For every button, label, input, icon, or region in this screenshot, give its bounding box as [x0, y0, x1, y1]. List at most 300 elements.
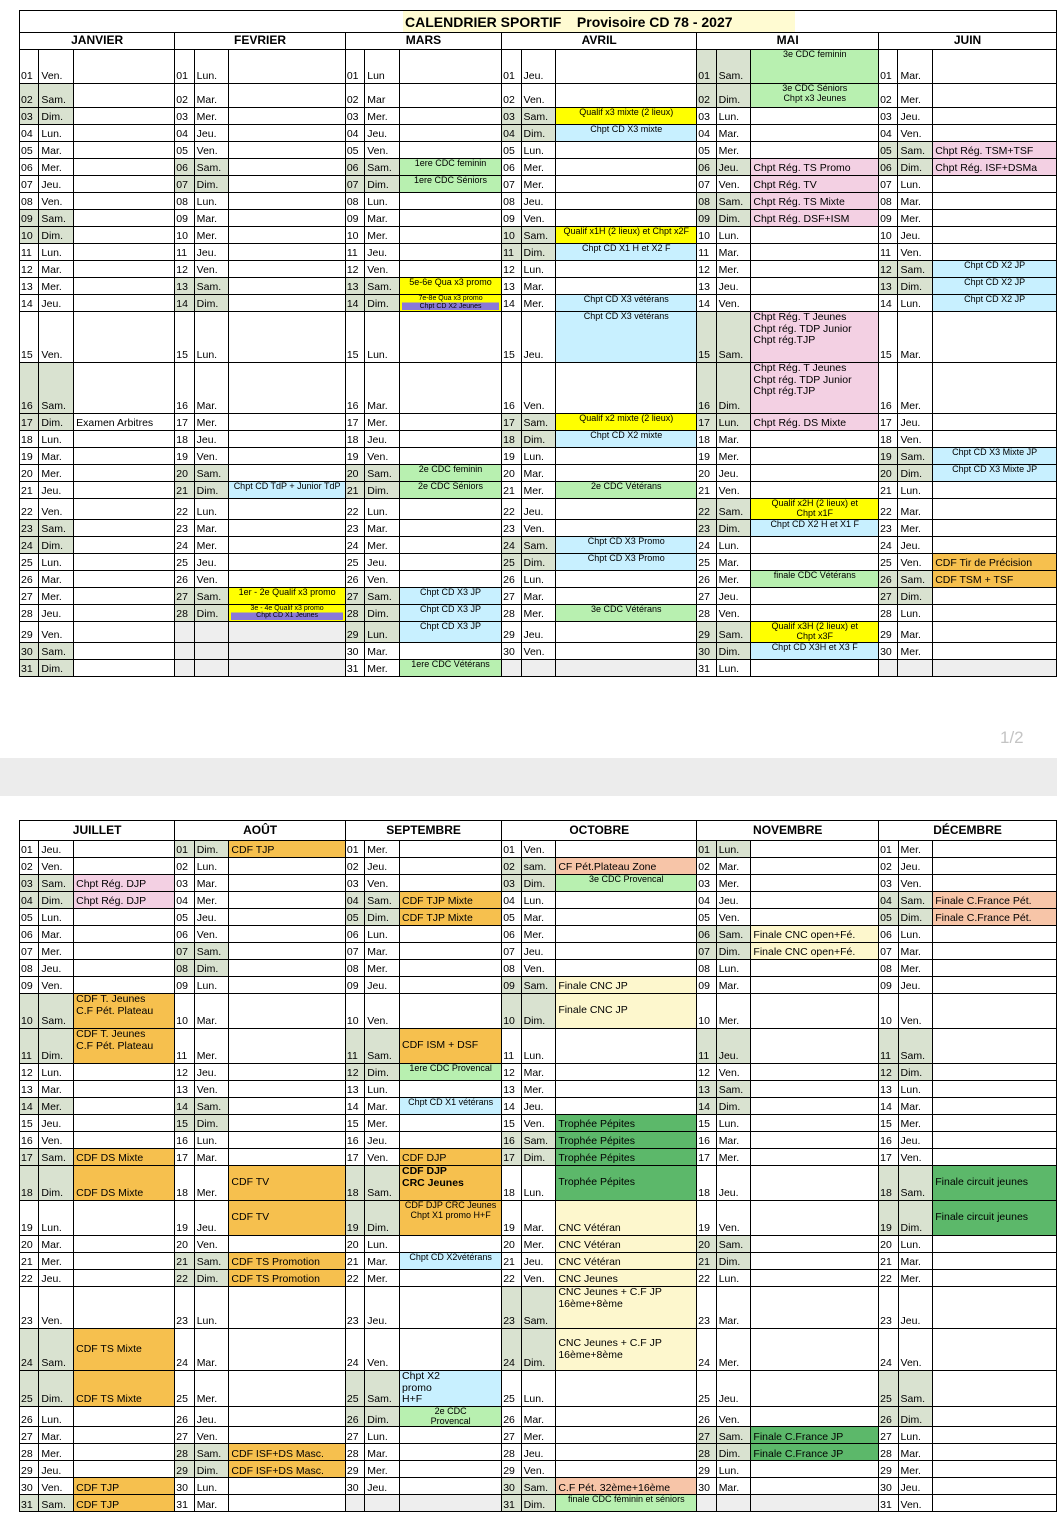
weekday-name: Mar.	[39, 1236, 74, 1253]
weekday-name: Jeu.	[716, 1029, 751, 1064]
weekday-name: Mer.	[521, 1081, 556, 1098]
event-cell	[74, 431, 175, 448]
weekday-name: Jeu.	[898, 536, 933, 553]
event-text: Chpt CD X3 vétérans	[583, 312, 669, 321]
event-cell	[74, 519, 175, 536]
event-cell	[74, 363, 175, 414]
day-number: 01	[697, 50, 716, 84]
event-cell	[556, 642, 697, 659]
day-row	[20, 1406, 1057, 1427]
weekday-name: Dim.	[898, 909, 933, 926]
day-number: 19	[345, 1201, 364, 1236]
weekday-name	[365, 1495, 400, 1512]
day-row	[20, 1478, 1057, 1495]
weekday-name: Jeu.	[716, 1166, 751, 1201]
event-cell	[74, 125, 175, 142]
weekday-name: Dim.	[39, 659, 74, 676]
event-cell	[933, 570, 1057, 587]
event-cell	[74, 1132, 175, 1149]
day-number: 14	[697, 1098, 716, 1115]
weekday-name: Mer.	[716, 875, 751, 892]
event-cell	[933, 84, 1057, 108]
event-cell	[400, 1149, 502, 1166]
weekday-name: Mer.	[521, 482, 556, 499]
event-cell	[399, 431, 501, 448]
event-cell	[556, 1406, 697, 1427]
day-row	[20, 1427, 1057, 1444]
day-number: 16	[345, 363, 364, 414]
month-header: JUILLET	[20, 821, 175, 841]
day-number: 26	[879, 570, 898, 587]
event-cell	[74, 994, 175, 1029]
day-number: 09	[879, 210, 898, 227]
day-number: 27	[345, 1427, 364, 1444]
day-number: 22	[175, 1270, 194, 1287]
day-number: 07	[879, 176, 898, 193]
day-number: 30	[697, 642, 716, 659]
day-row	[20, 50, 1057, 84]
day-number: 28	[175, 1444, 194, 1461]
day-number: 26	[502, 570, 521, 587]
day-number: 12	[345, 1064, 364, 1081]
event-cell	[399, 621, 501, 642]
day-row	[20, 875, 1057, 892]
day-number: 11	[175, 1029, 194, 1064]
weekday-name: Mer.	[521, 295, 556, 312]
weekday-name: Sam.	[365, 1371, 400, 1407]
weekday-name: Lun.	[39, 1406, 74, 1427]
weekday-name: Mer.	[194, 1166, 229, 1201]
day-number: 17	[697, 1149, 716, 1166]
event-cell	[399, 465, 501, 482]
event-text: CNC Vétéran	[558, 1257, 621, 1269]
event-text: Chpt X2 promo H+F	[402, 1371, 440, 1406]
day-row	[20, 926, 1057, 943]
weekday-name: Sam.	[365, 1029, 400, 1064]
event-text: Chpt CD X2 JP	[964, 261, 1026, 270]
day-number: 09	[502, 977, 521, 994]
event-cell	[229, 1427, 345, 1444]
weekday-name: Sam.	[898, 1029, 933, 1064]
event-text: CDF TSM + TSF	[935, 575, 1014, 587]
day-number: 07	[502, 176, 521, 193]
event-cell	[74, 176, 175, 193]
day-number: 25	[175, 553, 194, 570]
weekday-name: Ven.	[521, 210, 556, 227]
weekday-name: Jeu.	[521, 1444, 556, 1461]
event-cell	[74, 414, 175, 431]
day-number: 06	[20, 926, 39, 943]
event-cell	[229, 125, 345, 142]
event-cell	[751, 977, 879, 994]
day-number: 20	[879, 465, 898, 482]
weekday-name: Sam.	[521, 1287, 556, 1329]
event-cell	[74, 604, 175, 621]
event-cell	[556, 1371, 697, 1407]
weekday-name: Mer.	[521, 1236, 556, 1253]
event-text: 1ere CDC Vétérans	[411, 659, 490, 669]
event-cell	[556, 1329, 697, 1371]
weekday-name: Lun.	[39, 244, 74, 261]
day-number: 08	[175, 960, 194, 977]
weekday-name: Dim.	[521, 875, 556, 892]
day-number: 17	[175, 1149, 194, 1166]
weekday-name: Sam.	[716, 1427, 751, 1444]
day-number: 12	[879, 1064, 898, 1081]
weekday-name: Mer.	[365, 1270, 400, 1287]
day-number: 10	[175, 994, 194, 1029]
event-text: Chpt CD X3 Promo	[587, 553, 665, 563]
weekday-name: Mar.	[898, 312, 933, 363]
day-row	[20, 536, 1057, 553]
weekday-name: Ven.	[365, 1329, 400, 1371]
event-cell	[229, 994, 345, 1029]
event-text: CDF TV	[231, 1212, 270, 1224]
event-cell	[751, 875, 879, 892]
event-text: 1er - 2e Qualif x3 promo	[238, 587, 336, 597]
weekday-name: Sam.	[521, 108, 556, 125]
weekday-name: Ven.	[521, 841, 556, 858]
event-cell	[229, 244, 345, 261]
day-row	[20, 621, 1057, 642]
weekday-name: Mer.	[365, 1115, 400, 1132]
event-cell	[399, 536, 501, 553]
weekday-name: Mer.	[898, 1270, 933, 1287]
month-header: MARS	[345, 33, 501, 50]
day-number: 04	[697, 125, 716, 142]
event-cell	[933, 1098, 1057, 1115]
event-cell	[751, 1132, 879, 1149]
event-cell	[229, 1149, 345, 1166]
calendar-page-2	[19, 820, 1057, 1517]
day-number: 15	[20, 312, 39, 363]
month-header: JANVIER	[20, 33, 175, 50]
event-cell	[229, 604, 345, 621]
weekday-name: Lun.	[716, 960, 751, 977]
weekday-name: Ven.	[39, 312, 74, 363]
weekday-name: Mer.	[39, 1444, 74, 1461]
weekday-name: Lun.	[716, 1115, 751, 1132]
day-number: 08	[502, 960, 521, 977]
weekday-name: Jeu.	[365, 858, 400, 875]
event-cell	[751, 50, 879, 84]
event-cell	[399, 193, 501, 210]
event-cell	[400, 1406, 502, 1427]
day-number: 11	[879, 1029, 898, 1064]
day-number: 01	[175, 50, 194, 84]
weekday-name: Dim.	[365, 482, 400, 499]
event-cell	[229, 363, 345, 414]
event-text: CDF DJP CRC Jeunes Chpt X1 promo H+F	[404, 1201, 497, 1220]
weekday-name: Sam.	[39, 519, 74, 536]
event-cell	[74, 875, 175, 892]
event-text: 1ere CDC Séniors	[414, 176, 488, 185]
event-cell	[229, 1406, 345, 1427]
event-text: CDF ISM + DSF	[402, 1040, 479, 1052]
day-number: 25	[20, 1371, 39, 1407]
weekday-name: Jeu.	[39, 1270, 74, 1287]
event-cell	[400, 841, 502, 858]
event-cell	[399, 553, 501, 570]
day-number: 26	[20, 570, 39, 587]
event-cell	[933, 1478, 1057, 1495]
day-number: 23	[20, 1287, 39, 1329]
weekday-name: Lun.	[194, 977, 229, 994]
day-number: 16	[502, 1132, 521, 1149]
event-text: Chpt CD X3 mixte	[590, 125, 663, 134]
weekday-name: Ven.	[716, 1201, 751, 1236]
day-number: 05	[502, 909, 521, 926]
event-cell	[933, 261, 1057, 278]
day-number: 08	[879, 960, 898, 977]
day-number: 12	[20, 1064, 39, 1081]
event-cell	[933, 1166, 1057, 1201]
weekday-name: Mar.	[39, 1427, 74, 1444]
event-cell	[556, 84, 697, 108]
weekday-name: Jeu.	[898, 858, 933, 875]
month-header: FEVRIER	[175, 33, 346, 50]
event-cell	[933, 519, 1057, 536]
event-cell	[74, 1064, 175, 1081]
event-cell	[74, 1495, 175, 1512]
day-row	[20, 295, 1057, 312]
day-number: 24	[879, 1329, 898, 1371]
day-number: 17	[345, 414, 364, 431]
day-number: 27	[175, 1427, 194, 1444]
event-cell	[556, 1495, 697, 1512]
event-cell	[74, 227, 175, 244]
day-row	[20, 841, 1057, 858]
day-number: 25	[697, 1371, 716, 1407]
event-cell	[556, 1444, 697, 1461]
event-text: Chpt CD X1 vétérans	[408, 1098, 494, 1107]
event-text: Chpt CD X3H et X3 F	[771, 642, 858, 652]
day-row	[20, 414, 1057, 431]
day-number: 25	[345, 553, 364, 570]
event-cell	[229, 1081, 345, 1098]
day-number: 21	[697, 1253, 716, 1270]
event-cell	[933, 499, 1057, 520]
day-number: 10	[879, 994, 898, 1029]
weekday-name: Mer.	[898, 960, 933, 977]
event-cell	[556, 1427, 697, 1444]
day-number: 21	[697, 482, 716, 499]
weekday-name: Mer.	[39, 1253, 74, 1270]
day-number: 31	[20, 1495, 39, 1512]
event-cell	[74, 244, 175, 261]
weekday-name: Mer.	[194, 1371, 229, 1407]
event-cell	[933, 1253, 1057, 1270]
day-number: 13	[20, 278, 39, 295]
event-cell	[400, 1064, 502, 1081]
weekday-name: Lun.	[898, 176, 933, 193]
event-cell	[933, 1406, 1057, 1427]
day-number: 05	[345, 142, 364, 159]
event-text: Chpt CD X2 H et X1 F	[770, 519, 859, 529]
day-number: 22	[20, 499, 39, 520]
weekday-name: Dim.	[39, 414, 74, 431]
weekday-name: Jeu.	[521, 312, 556, 363]
weekday-name: Ven.	[194, 1427, 229, 1444]
weekday-name: Dim.	[194, 1270, 229, 1287]
day-number: 17	[502, 1149, 521, 1166]
event-cell	[74, 210, 175, 227]
weekday-name: Ven.	[365, 994, 400, 1029]
day-number: 15	[502, 1115, 521, 1132]
day-number: 06	[175, 926, 194, 943]
weekday-name: Mar.	[39, 142, 74, 159]
day-number: 26	[20, 1406, 39, 1427]
event-text: CDF TS Promotion	[231, 1274, 320, 1286]
day-number: 05	[20, 142, 39, 159]
weekday-name: Jeu.	[898, 227, 933, 244]
weekday-name: Lun.	[194, 1478, 229, 1495]
weekday-name: Lun.	[365, 621, 400, 642]
event-cell	[229, 977, 345, 994]
weekday-name: Lun.	[39, 553, 74, 570]
weekday-name: Jeu.	[194, 125, 229, 142]
weekday-name: Ven.	[898, 553, 933, 570]
weekday-name: Mar.	[716, 977, 751, 994]
event-text: CDF ISF+DS Masc.	[231, 1448, 324, 1460]
event-cell	[400, 1495, 502, 1512]
day-number: 30	[502, 642, 521, 659]
weekday-name: Mer.	[365, 659, 400, 676]
day-number: 29	[879, 621, 898, 642]
event-cell	[74, 1081, 175, 1098]
weekday-name: Jeu.	[716, 465, 751, 482]
day-number: 16	[697, 363, 716, 414]
event-cell	[400, 1253, 502, 1270]
event-cell	[229, 1115, 345, 1132]
day-number: 28	[502, 1444, 521, 1461]
day-number: 08	[20, 960, 39, 977]
page-separator	[0, 758, 1057, 796]
event-cell	[556, 1461, 697, 1478]
day-number: 20	[345, 465, 364, 482]
day-number: 29	[20, 1461, 39, 1478]
day-number: 05	[20, 909, 39, 926]
day-number: 21	[175, 1253, 194, 1270]
day-number: 30	[879, 1478, 898, 1495]
weekday-name: Mer.	[194, 227, 229, 244]
weekday-name: Dim.	[716, 363, 751, 414]
day-number: 11	[502, 244, 521, 261]
event-cell	[751, 994, 879, 1029]
event-text: Chpt CD X3 vétérans	[583, 295, 669, 304]
event-cell	[229, 1132, 345, 1149]
event-cell	[74, 278, 175, 295]
day-number: 01	[879, 841, 898, 858]
month-header: MAI	[697, 33, 879, 50]
event-cell	[399, 295, 501, 312]
event-cell	[556, 295, 697, 312]
weekday-name: Ven.	[194, 926, 229, 943]
event-cell	[74, 1270, 175, 1287]
weekday-name: Mar.	[39, 1081, 74, 1098]
weekday-name: Lun.	[898, 1236, 933, 1253]
day-number: 03	[502, 108, 521, 125]
weekday-name: Sam.	[39, 84, 74, 108]
weekday-name: Lun.	[194, 312, 229, 363]
day-number: 12	[697, 1064, 716, 1081]
day-number: 20	[697, 465, 716, 482]
day-number: 03	[697, 108, 716, 125]
day-number: 07	[697, 176, 716, 193]
event-cell	[399, 159, 501, 176]
day-row	[20, 1329, 1057, 1371]
event-cell	[556, 553, 697, 570]
event-cell	[751, 125, 879, 142]
event-cell	[74, 108, 175, 125]
day-number: 04	[20, 892, 39, 909]
day-number: 13	[345, 1081, 364, 1098]
event-cell	[229, 414, 345, 431]
weekday-name: Mer.	[194, 536, 229, 553]
event-cell	[229, 210, 345, 227]
weekday-name: Dim.	[898, 1064, 933, 1081]
event-cell	[751, 176, 879, 193]
day-row	[20, 108, 1057, 125]
event-cell	[933, 295, 1057, 312]
event-cell	[556, 431, 697, 448]
event-cell	[74, 1115, 175, 1132]
day-number: 04	[879, 125, 898, 142]
day-number: 25	[20, 553, 39, 570]
weekday-name: Jeu.	[365, 1132, 400, 1149]
day-row	[20, 1115, 1057, 1132]
event-text: Trophée Pépites	[558, 1153, 635, 1165]
event-cell	[74, 193, 175, 210]
event-cell	[933, 621, 1057, 642]
event-cell	[399, 499, 501, 520]
event-cell	[556, 519, 697, 536]
day-number: 24	[697, 1329, 716, 1371]
event-cell	[556, 570, 697, 587]
calendar-title-bar	[19, 10, 1057, 32]
event-cell	[751, 210, 879, 227]
event-cell	[229, 892, 345, 909]
day-number: 25	[345, 1371, 364, 1407]
day-number: 29	[697, 1461, 716, 1478]
weekday-name: Mar.	[716, 858, 751, 875]
event-cell	[933, 414, 1057, 431]
day-number: 02	[697, 858, 716, 875]
day-number: 04	[20, 125, 39, 142]
day-number: 19	[20, 448, 39, 465]
event-cell	[556, 994, 697, 1029]
weekday-name: Sam.	[194, 278, 229, 295]
event-text: CDF TS Mixte	[76, 1343, 142, 1355]
day-number: 09	[345, 977, 364, 994]
event-cell	[400, 1270, 502, 1287]
weekday-name: Mar.	[898, 193, 933, 210]
day-number: 06	[345, 926, 364, 943]
event-cell	[933, 159, 1057, 176]
event-cell	[556, 176, 697, 193]
event-cell	[229, 176, 345, 193]
weekday-name: Sam.	[716, 926, 751, 943]
day-number: 15	[879, 312, 898, 363]
day-number: 01	[502, 50, 521, 84]
day-row	[20, 587, 1057, 604]
weekday-name: Mar.	[194, 875, 229, 892]
weekday-name: Lun.	[39, 431, 74, 448]
weekday-name: Jeu.	[365, 553, 400, 570]
day-number: 16	[879, 363, 898, 414]
event-cell	[74, 1329, 175, 1371]
weekday-name: Sam.	[521, 414, 556, 431]
